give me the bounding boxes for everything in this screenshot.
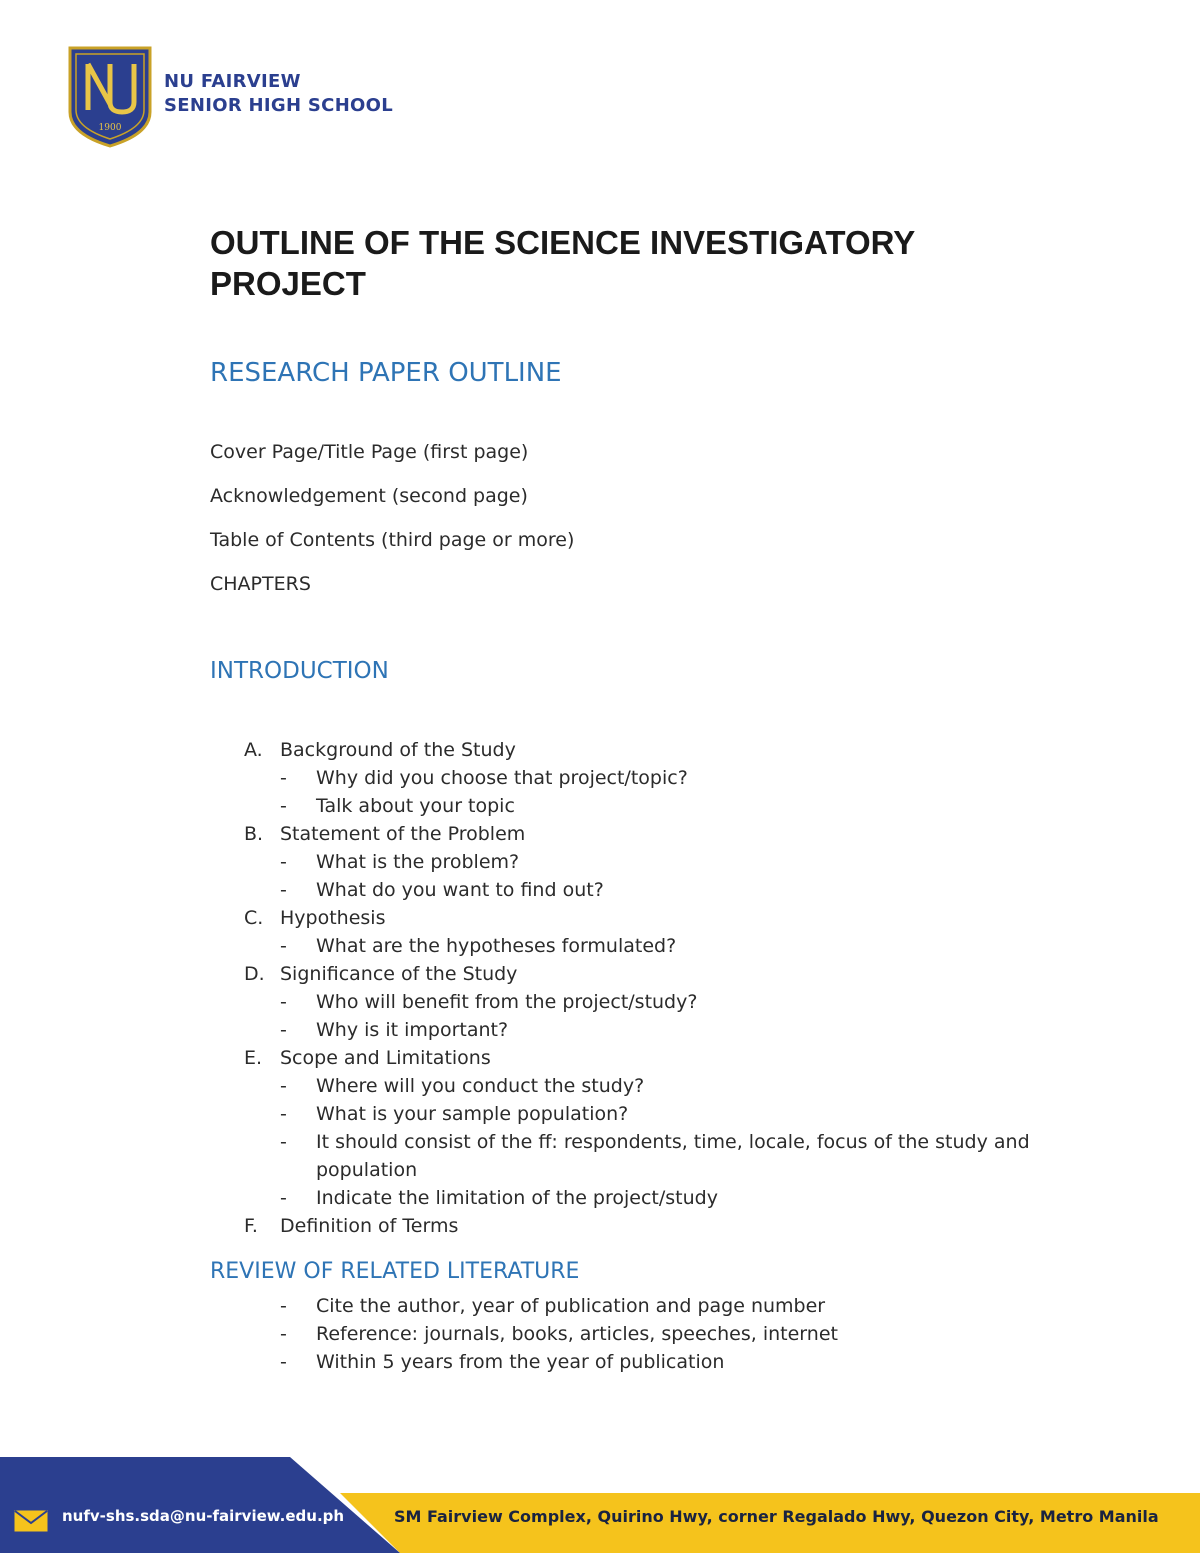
list-item: Cover Page/Title Page (first page) — [210, 441, 529, 463]
introduction-outline — [244, 736, 1040, 1240]
sub-item: - Why did you choose that project/topic? — [280, 767, 688, 789]
research-heading: RESEARCH PAPER OUTLINE — [210, 358, 562, 388]
section-label: Hypothesis — [280, 907, 386, 929]
sub-item: - Where will you conduct the study? — [280, 1075, 645, 1097]
sub-item: - What are the hypotheses formulated? — [280, 935, 677, 957]
page-title — [210, 222, 1030, 304]
section-letter: B. — [244, 823, 264, 845]
school-name-line1: NU FAIRVIEW — [164, 71, 301, 92]
outline-section — [244, 1044, 1040, 1212]
title-line1: OUTLINE OF THE SCIENCE INVESTIGATORY — [210, 224, 916, 261]
sub-item: - What do you want to find out? — [280, 879, 604, 901]
outline-section — [244, 960, 1040, 1044]
sub-item: - Who will benefit from the project/study? — [280, 991, 698, 1013]
sub-item: - Within 5 years from the year of publication — [280, 1351, 725, 1373]
section-label: Statement of the Problem — [280, 823, 526, 845]
rrl-list — [280, 1292, 838, 1376]
logo-year: 1900 — [98, 123, 122, 133]
sub-item: - Talk about your topic — [280, 795, 515, 817]
list-item: Acknowledgement (second page) — [210, 485, 528, 507]
mail-icon — [14, 1510, 48, 1532]
section-label: Scope and Limitations — [280, 1047, 491, 1069]
school-name-line2: SENIOR HIGH SCHOOL — [164, 95, 394, 116]
footer-band — [0, 1457, 1200, 1553]
school-name — [164, 70, 393, 118]
title-line2: PROJECT — [210, 265, 366, 302]
footer-email[interactable]: nufv-shs.sda@nu-fairview.edu.ph — [62, 1507, 345, 1525]
school-crest-icon — [62, 42, 158, 150]
section-letter: E. — [244, 1047, 263, 1069]
section-label: Definition of Terms — [280, 1215, 459, 1237]
sub-item: - It should consist of the ff: respondents, time, locale, focus of the study and population — [280, 1131, 1030, 1181]
section-letter: D. — [244, 963, 265, 985]
introduction-heading: INTRODUCTION — [210, 658, 389, 684]
list-item: CHAPTERS — [210, 573, 311, 595]
sub-item: - Indicate the limitation of the project/study — [280, 1187, 718, 1209]
sub-item: - What is the problem? — [280, 851, 520, 873]
list-item: Table of Contents (third page or more) — [210, 529, 575, 551]
front-matter-list — [210, 438, 574, 614]
sub-item: - What is your sample population? — [280, 1103, 629, 1125]
outline-section — [244, 1212, 1040, 1240]
section-letter: C. — [244, 907, 264, 929]
section-label: Significance of the Study — [280, 963, 518, 985]
footer-address: SM Fairview Complex, Quirino Hwy, corner Regalado Hwy, Quezon City, Metro Manila — [394, 1507, 1159, 1526]
section-letter: F. — [244, 1215, 258, 1237]
sub-item: - Cite the author, year of publication and page number — [280, 1295, 826, 1317]
sub-item: - Reference: journals, books, articles, speeches, internet — [280, 1323, 838, 1345]
sub-item: - Why is it important? — [280, 1019, 509, 1041]
outline-section — [244, 736, 1040, 820]
section-label: Background of the Study — [280, 739, 516, 761]
outline-section — [244, 820, 1040, 904]
outline-section — [244, 904, 1040, 960]
rrl-heading: REVIEW OF RELATED LITERATURE — [210, 1259, 580, 1284]
section-letter: A. — [244, 739, 263, 761]
